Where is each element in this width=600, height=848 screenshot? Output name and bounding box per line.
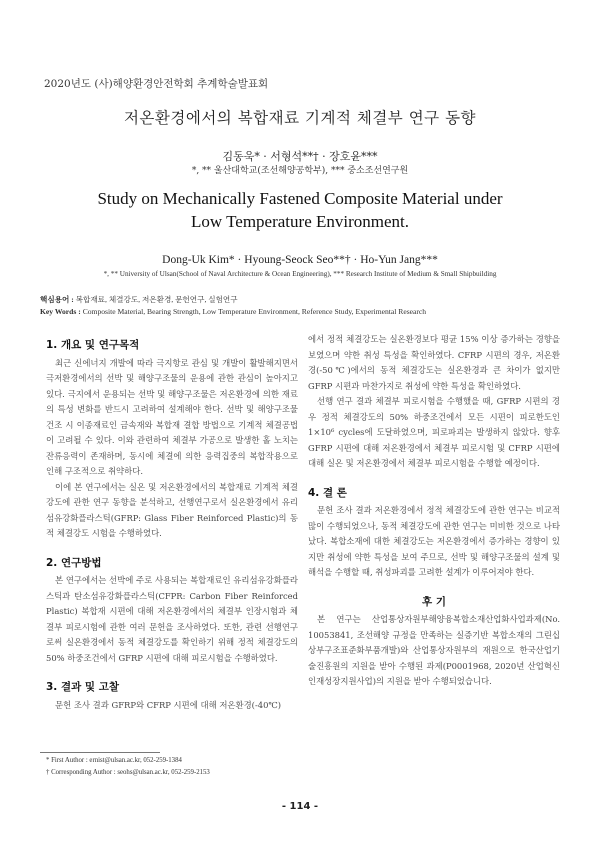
section2-heading: 2. 연구방법 (46, 556, 102, 569)
keywords-korean (40, 294, 560, 305)
section1-paragraph1: 최근 신에너지 개발에 따라 극지항로 관심 및 개발이 활발해지면서 극저환경에서의 선박 및 해양구조물의 운용에 관한 관심이 높아지고 있다. 극지에서 운용되는 선박 및 해양구조물은 저온환경에 의한 재료의 특성 변화를 반드시 고려하여 설계해야 한다. 선박 및 해양구조물 건조 시 이종재료인 금속재와 복합재 결합 방법으로 기계적 체결공법이 고려될 수 있다. 이와 관련하여 체결부 가공으로 발생한 홀 노치는 잔류응력이 존재하며, 동시에 체결에 의한 응력집중의 복합작용으로 인해 구조적으로 취약하다. (46, 357, 298, 476)
section3-paragraph2: 선행 연구 결과 체결부 피로시험을 수행했을 때, GFRP 시편의 경우 정적 체결강도의 50% 하중조건에서 모든 시편이 피로한도인 1×10⁶ cycles에 도달하였으며, 피로파괴는 발생하지 않았다. 향후 GFRP 시편에 대해 저온환경에서 체결부 피로시험 및 CFRP 시편에 대해 실온 및 저온환경에서 체결부 피로시험을 수행할 예정이다. (308, 396, 560, 468)
keywords-english (40, 307, 560, 316)
left-column (46, 338, 298, 713)
keywords-korean-text: 복합재료, 체결강도, 저온환경, 문헌연구, 실험연구 (73, 295, 238, 304)
section4-heading: 4. 결 론 (308, 486, 347, 499)
section2-paragraph1: 본 연구에서는 선박에 주로 사용되는 복합재료인 유리섬유강화플라스틱과 탄소섬유강화플라스틱(CFPR: Carbon Fiber Reinforced Plastic) 복합재 시편에 대해 저온환경에서의 체결부 인장시험과 체결부 피로시험에 관한 여러 문헌을 조사하였다. 또한, 관련 선행연구로써 실온환경에서 동적 체결강도를 확인하기 위해 정적 체결강도의 50% 하중조건에서 GFRP 시편에 대해 피로시험을 수행하였다. (46, 575, 298, 663)
paper-title-english (0, 187, 600, 233)
keywords-korean-label: 핵심용어 : (40, 295, 74, 304)
keywords-english-text: Composite Material, Bearing Strength, Low Temperature Environment, Reference Study, Experimental Research (80, 307, 427, 316)
footnote-corresponding-author: † Corresponding Author : seohs@ulsan.ac.kr, 052-259-2153 (46, 769, 210, 776)
title-en-line2: Low Temperature Environment. (190, 212, 409, 231)
section1-paragraph2: 이에 본 연구에서는 실온 및 저온환경에서의 복합재료 기계적 체결강도에 관한 연구 동향을 분석하고, 선행연구로서 실온환경에서 유리섬유강화플라스틱(GFRP: Glass Fiber Reinforced Plastic)의 동적 체결강도 시험을 수행하였다. (46, 481, 298, 538)
section1-heading: 1. 개요 및 연구목적 (46, 339, 140, 351)
conference-header: 2020년도 (사)해양환경안전학회 추계학술발표회 (44, 78, 269, 90)
page-number: - 114 - (281, 801, 319, 812)
acknowledgement-paragraph: 본 연구는 산업통상자원부해양융복합소재산업화사업과제(No. 10053841, 조선해양 규정을 만족하는 실증기반 복합소재의 그린십 상부구조표준화부품개발)와 산업통상자원부의 재원으로 한국산업기술진흥원의 지원을 받아 수행된 과제(P0001968, 2020년 산업혁신인재성장지원사업)의 지원을 받아 수행되었습니다. (308, 614, 560, 686)
authors-korean: 김동욱* · 서형석**† · 장호윤*** (222, 150, 378, 163)
title-en-line1: Study on Mechanically Fastened Composite Material under (97, 189, 503, 208)
footnote-first-author: * First Author : ernist@ulsan.ac.kr, 052-259-1384 (46, 757, 182, 764)
keywords-english-label: Key Words : (40, 307, 81, 316)
acknowledgement-heading: 후 기 (422, 595, 446, 608)
affiliation-korean: *, ** 울산대학교(조선해양공학부), *** 중소조선연구원 (191, 166, 409, 176)
authors-english: Dong-Uk Kim* · Hyoung-Seock Seo**† · Ho-Yun Jang*** (162, 254, 438, 266)
right-column (308, 332, 560, 690)
footnote-divider (40, 752, 160, 753)
affiliation-english: *, ** University of Ulsan(School of Naval Architecture & Ocean Engineering), *** Research Institute of Medium & Small Shipbuilding (103, 270, 497, 278)
section4-paragraph1: 문헌 조사 결과 저온환경에서 정적 체결강도에 관한 연구는 비교적 많이 수행되었으나, 동적 체결강도에 관한 연구는 미비한 것으로 나타났다. 복합소재에 대한 체결강도는 저온환경에서 증가하는 경향이 있지만 취성에 약한 특성을 보여 주므로, 선박 및 해양구조물의 설계 및 해석을 수행할 때, 취성파괴를 고려한 설계가 이루어져야 한다. (308, 505, 560, 577)
section3-paragraph1-continued: 에서 정적 체결강도는 실온환경보다 평균 15% 이상 증가하는 경향을 보였으며 약한 취성 특성을 확인하였다. CFRP 시편의 경우, 저온환경(-50℃)에서의 동적 체결강도는 실온환경과 큰 차이가 없지만 GFRP 시편과 마찬가지로 취성에 약한 특성을 확인하였다. (308, 334, 560, 391)
section3-heading: 3. 결과 및 고찰 (46, 681, 119, 693)
paper-title-korean: 저온환경에서의 복합재료 기계적 체결부 연구 동향 (123, 109, 477, 127)
section3-paragraph1-start: 문헌 조사 결과 GFRP와 CFRP 시편에 대해 저온환경(-40℃) (55, 699, 282, 710)
